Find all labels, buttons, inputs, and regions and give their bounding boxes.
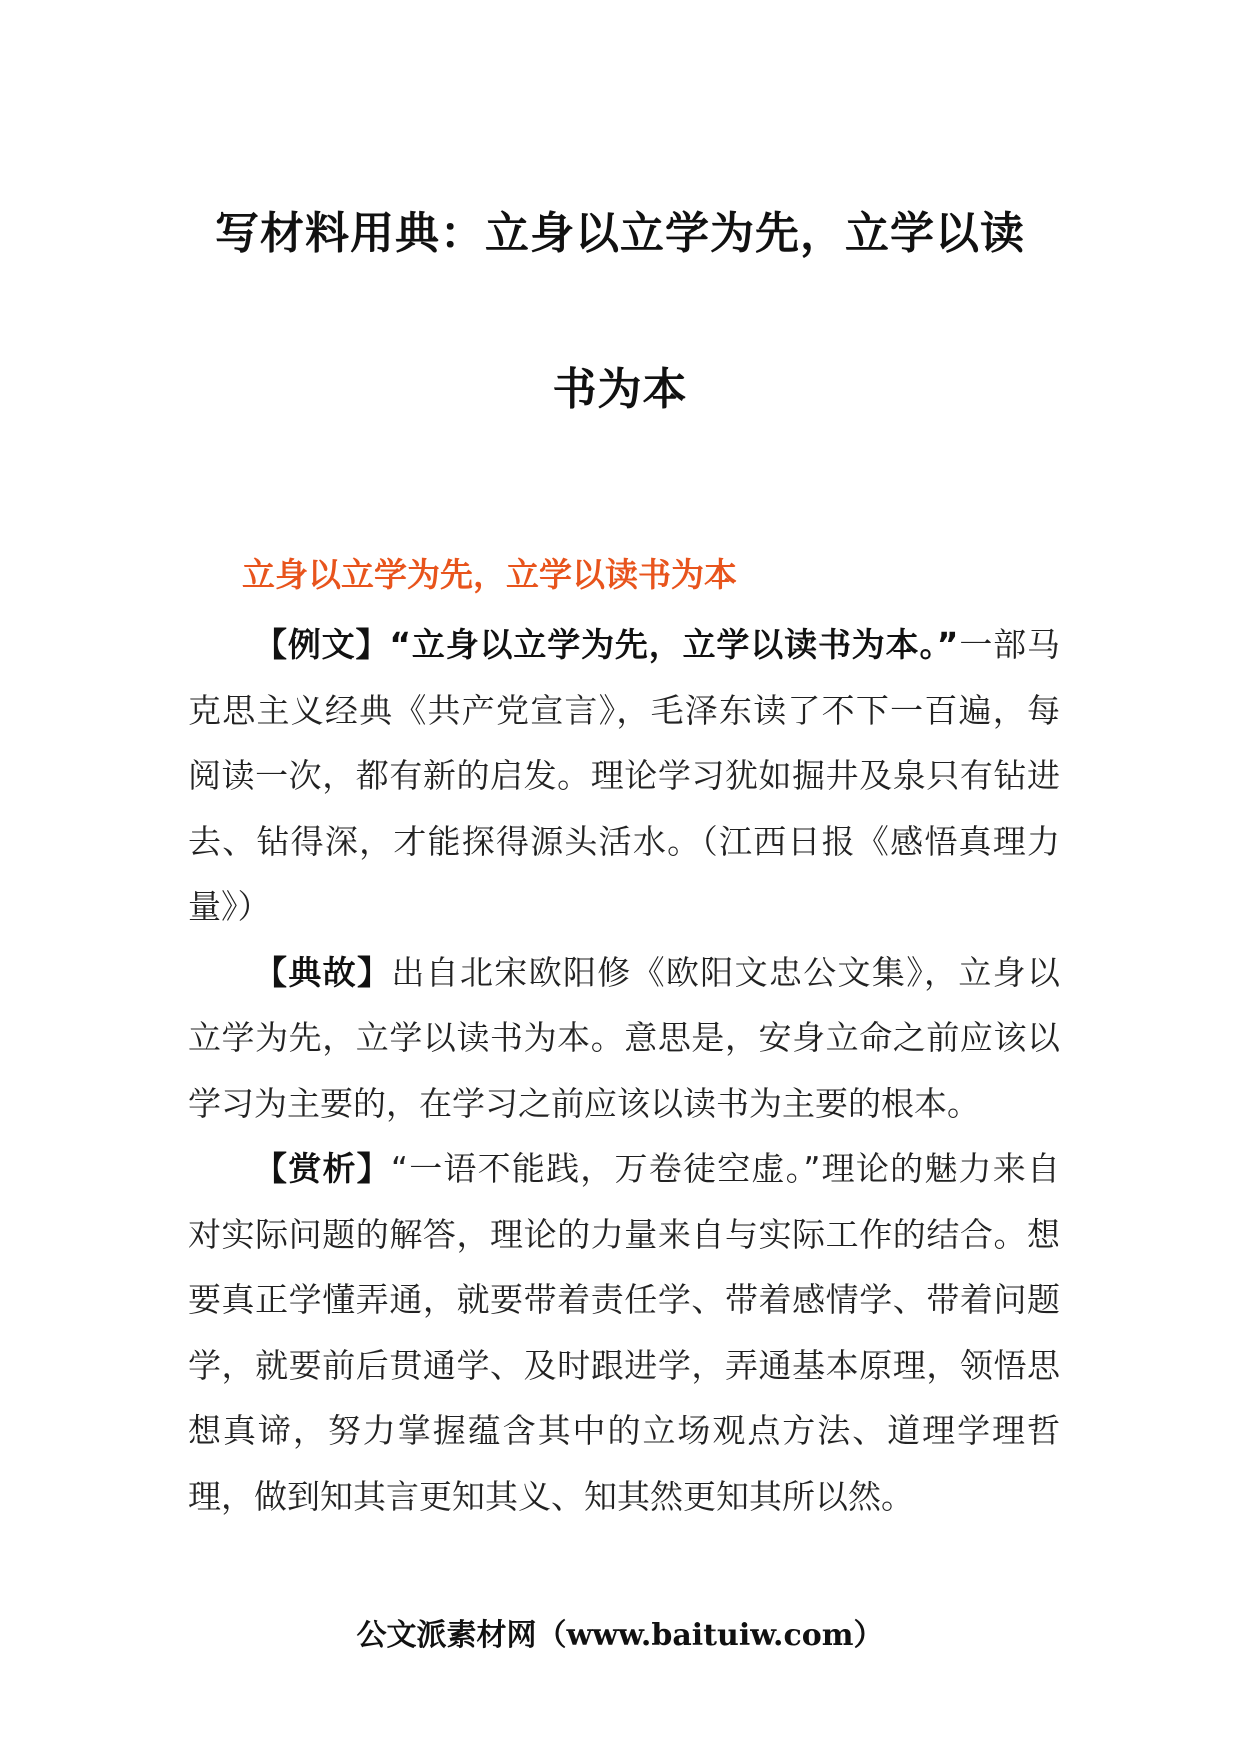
paragraph-text: 一部马克思主义经典《共产党宣言》，毛泽东读了不下一百遍，每阅读一次，都有新的启发。理论学习犹如掘井及泉只有钻进去、钻得深，才能探得源头活水。（江西日报《感悟真理力量》） — [188, 625, 1060, 926]
footer-source: 公文派素材网（www.baituiw.com） — [356, 1618, 884, 1653]
paragraph-text: 出自北宋欧阳修《欧阳文忠公文集》，立身以立学为先，立学以读书为本。意思是，安身立命之前应该以学习为主要的，在学习之前应该以读书为主要的根本。 — [188, 952, 1061, 1123]
paragraph-label: 【赏析】 — [254, 1149, 391, 1188]
paragraph-appreciation — [188, 1136, 1060, 1529]
document-title-line2: 书为本 — [552, 364, 688, 415]
paragraph-allusion — [188, 940, 1060, 1137]
paragraph-quote: “立身以立学为先，立学以读书为本。” — [389, 625, 959, 664]
paragraph-label: 【例文】 — [254, 625, 390, 664]
document-title-line1: 写材料用典：立身以立学为先，立学以读 — [215, 208, 1025, 259]
paragraph-text: “一语不能践，万卷徒空虚。”理论的魅力来自对实际问题的解答，理论的力量来自与实际工作的结合。想要真正学懂弄通，就要带着责任学、带着感情学、带着问题学，就要前后贯通学、及时跟进学，弄通基本原理，领悟思想真谛，努力掌握蕴含其中的立场观点方法、道理学理哲理，做到知其言更知其义、知其然更知其所以然。 — [188, 1149, 1060, 1516]
paragraph-label: 【典故】 — [254, 952, 392, 992]
paragraph-example — [188, 612, 1060, 940]
document-body — [188, 612, 1060, 1529]
section-heading: 立身以立学为先，立学以读书为本 — [242, 555, 737, 594]
